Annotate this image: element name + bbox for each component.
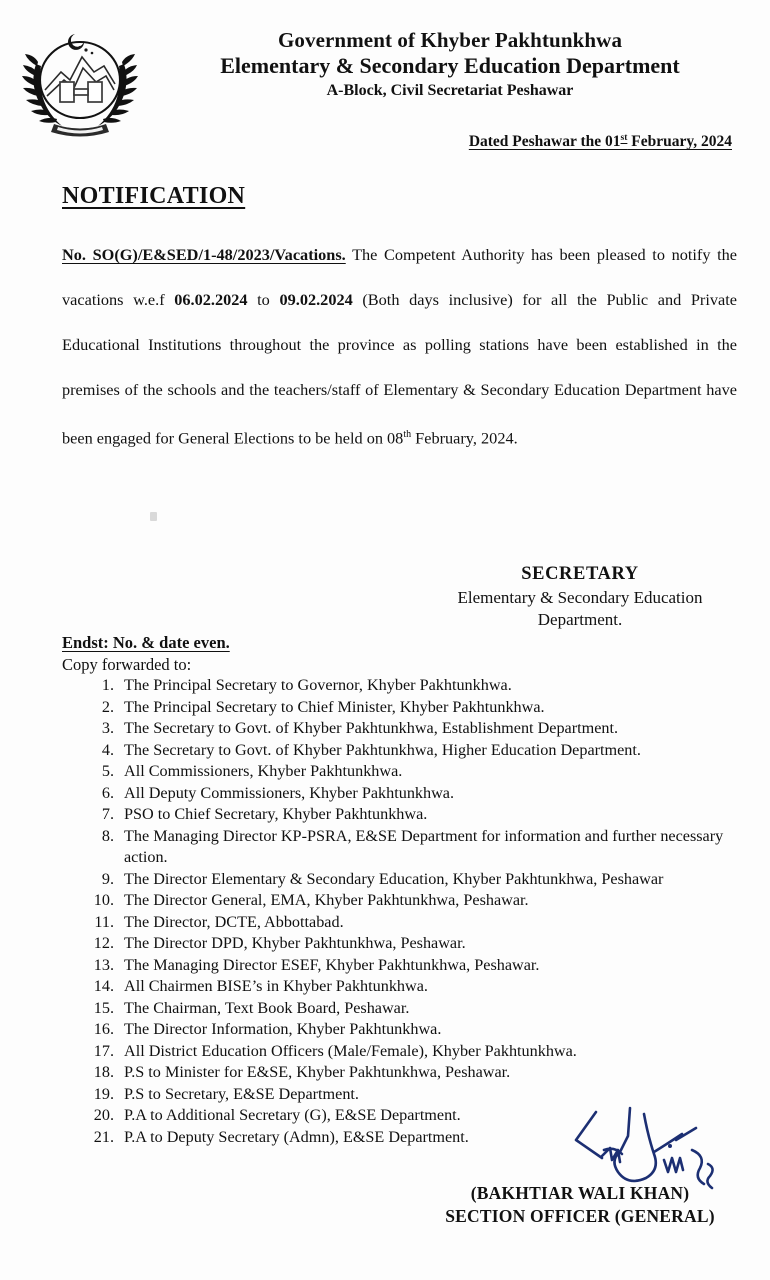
- secretary-title: SECRETARY: [521, 564, 639, 584]
- list-item: [84, 675, 754, 697]
- body-text-part4: February, 2024.: [411, 428, 518, 448]
- list-item: [84, 976, 754, 998]
- body-text-part2: to: [247, 290, 280, 309]
- list-item-number: 6.: [101, 783, 114, 802]
- list-item-number: 19.: [93, 1084, 114, 1103]
- khyber-pakhtunkhwa-government-emblem-icon: [14, 20, 146, 142]
- list-item-label: P.S to Secretary, E&SE Department.: [124, 1084, 359, 1103]
- list-item-label: All Commissioners, Khyber Pakhtunkhwa.: [124, 762, 403, 780]
- endorsement-heading: Endst: No. & date even.: [62, 633, 230, 652]
- secretary-signoff-block: [410, 562, 750, 632]
- list-item-number: 4.: [101, 740, 114, 759]
- list-item-number: 20.: [93, 1106, 114, 1124]
- vacation-start-date: 06.02.2024: [174, 290, 248, 309]
- list-item-number: 2.: [101, 697, 114, 716]
- list-item-label: P.A to Additional Secretary (G), E&SE Department.: [124, 1106, 461, 1124]
- notification-body-paragraph: [62, 232, 737, 460]
- government-title: Government of Khyber Pakhtunkhwa: [277, 28, 623, 52]
- list-item-number: 15.: [93, 998, 114, 1017]
- list-item-label: All District Education Officers (Male/Female), Khyber Pakhtunkhwa.: [124, 1041, 577, 1060]
- list-item: [84, 998, 754, 1020]
- list-item-number: 10.: [93, 891, 114, 909]
- vacation-end-date: 09.02.2024: [279, 290, 353, 309]
- list-item-label: The Director, DCTE, Abbottabad.: [124, 912, 344, 931]
- list-item-number: 14.: [93, 977, 114, 995]
- signatory-block: [410, 1182, 750, 1228]
- list-item-label: P.S to Minister for E&SE, Khyber Pakhtunkhwa, Peshawar.: [124, 1063, 511, 1081]
- list-item: [84, 826, 754, 869]
- list-item: [84, 1084, 754, 1106]
- list-item-label: The Principal Secretary to Governor, Khyber Pakhtunkhwa.: [124, 676, 512, 694]
- list-item: [84, 804, 754, 826]
- list-item-number: 7.: [101, 805, 114, 823]
- list-item-label: The Secretary to Govt. of Khyber Pakhtunkhwa, Establishment Department.: [124, 719, 619, 737]
- secretary-department-line1: Elementary & Secondary Education: [457, 587, 703, 607]
- list-item-label: P.A to Deputy Secretary (Admn), E&SE Department.: [124, 1127, 469, 1146]
- list-item-label: All Deputy Commissioners, Khyber Pakhtunkhwa.: [124, 783, 455, 802]
- list-item-label: PSO to Chief Secretary, Khyber Pakhtunkhwa.: [124, 805, 428, 823]
- list-item-label: The Secretary to Govt. of Khyber Pakhtunkhwa, Higher Education Department.: [124, 740, 641, 759]
- list-item: [84, 1105, 754, 1127]
- document-header: [0, 18, 770, 151]
- list-item: [84, 783, 754, 805]
- list-item-label: The Chairman, Text Book Board, Peshawar.: [124, 998, 410, 1017]
- list-item: [84, 740, 754, 762]
- list-item-number: 12.: [93, 934, 114, 952]
- list-item-label: The Principal Secretary to Chief Minister, Khyber Pakhtunkhwa.: [124, 697, 545, 716]
- list-item: [84, 869, 754, 891]
- dated-suffix: February, 2024: [627, 133, 732, 151]
- signatory-designation: SECTION OFFICER (GENERAL): [445, 1205, 715, 1226]
- page-title: NOTIFICATION: [62, 183, 246, 209]
- reference-number: No. SO(G)/E&SED/1-48/2023/Vacations.: [62, 245, 346, 264]
- list-item-number: 21.: [93, 1127, 114, 1146]
- list-item-label: All Chairmen BISE’s in Khyber Pakhtunkhwa.: [124, 977, 428, 995]
- list-item: [84, 697, 754, 719]
- dated-prefix: Dated Peshawar the 01: [468, 133, 621, 151]
- list-item-label: The Director Information, Khyber Pakhtunkhwa.: [124, 1020, 442, 1038]
- list-item: [84, 1062, 754, 1084]
- list-item-number: 16.: [93, 1020, 114, 1038]
- list-item: [84, 933, 754, 955]
- list-item-label: The Managing Director KP-PSRA, E&SE Department for information and further necessary action.: [124, 826, 724, 866]
- list-item-number: 18.: [93, 1063, 114, 1081]
- election-date-ordinal: th: [403, 429, 412, 440]
- body-text-part3: (Both days inclusive) for all the Public and Private Educational Institutions throughout the province as polling stations have been established in the premises of the schools and the teachers/staff of Elementary & Secondary Education Department have been engaged for General Elections to be held on 08: [62, 290, 737, 448]
- header-title-group: [150, 28, 750, 102]
- list-item-number: 1.: [101, 676, 114, 694]
- list-item-number: 5.: [101, 762, 114, 780]
- list-item-label: The Director Elementary & Secondary Education, Khyber Pakhtunkhwa, Peshawar: [124, 869, 664, 888]
- dated-ordinal: st: [620, 133, 628, 143]
- list-item-number: 11.: [94, 912, 114, 931]
- list-item: [84, 955, 754, 977]
- list-item-label: The Director General, EMA, Khyber Pakhtunkhwa, Peshawar.: [124, 891, 529, 909]
- list-item: [84, 1041, 754, 1063]
- department-address: A-Block, Civil Secretariat Peshawar: [326, 81, 574, 99]
- list-item: [84, 890, 754, 912]
- dated-line: [469, 133, 732, 151]
- list-item: [84, 761, 754, 783]
- copy-forwarded-list: [84, 675, 754, 1148]
- list-item-number: 3.: [101, 719, 114, 737]
- list-item: [84, 1127, 754, 1149]
- secretary-department-line2: Department.: [537, 610, 623, 630]
- list-item: [84, 718, 754, 740]
- list-item-label: The Director DPD, Khyber Pakhtunkhwa, Peshawar.: [124, 934, 466, 952]
- list-item: [84, 1019, 754, 1041]
- list-item-number: 9.: [101, 869, 114, 888]
- department-title: Elementary & Secondary Education Department: [220, 52, 680, 78]
- list-item-number: 8.: [101, 826, 114, 845]
- list-item-number: 17.: [93, 1041, 114, 1060]
- signatory-name: (BAKHTIAR WALI KHAN): [470, 1183, 690, 1203]
- scan-artifact-mark: [150, 512, 157, 521]
- list-item-label: The Managing Director ESEF, Khyber Pakhtunkhwa, Peshawar.: [124, 955, 540, 974]
- body-text-part1: The Competent Authority has been pleased to notify the vacations w.e.f: [62, 245, 737, 309]
- list-item: [84, 912, 754, 934]
- copy-forwarded-label: Copy forwarded to:: [62, 655, 192, 674]
- list-item-number: 13.: [93, 955, 114, 974]
